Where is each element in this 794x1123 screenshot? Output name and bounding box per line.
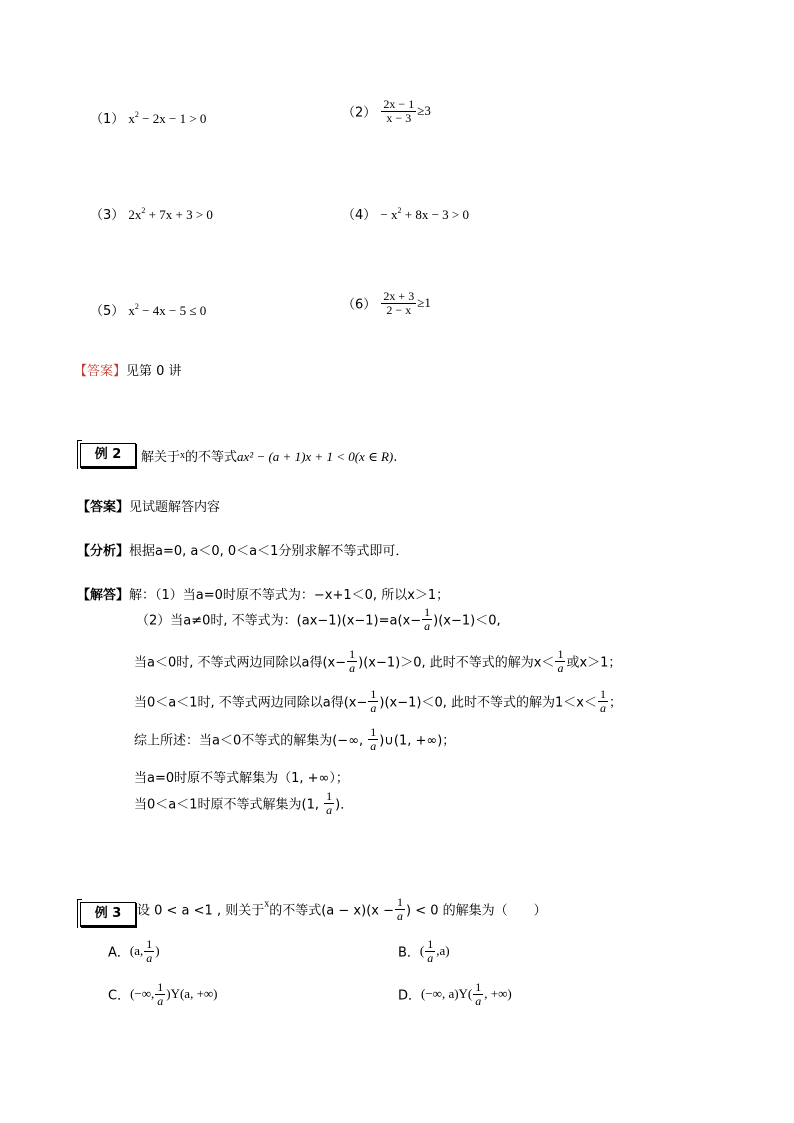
fraction-1-over-a: $\frac{1}{a}$ xyxy=(157,980,164,1008)
fraction-1-over-a: $\frac{1}{a}$ xyxy=(427,937,434,965)
fraction-1-over-a: $\frac{1}{a}$ xyxy=(424,605,431,633)
problem-1-expression: $x^2 - 2x - 1 > 0$ xyxy=(128,110,207,126)
example-2-solution-line-5: 综上所述：当a＜0不等式的解集为(−∞, $\frac{1}{a}$ )∪(1, +∞)； xyxy=(134,725,456,753)
example-2-solution-line-1: 【解答】解：（1）当a=0时原不等式为：−x+1＜0, 所以x＞1； xyxy=(77,588,450,603)
example-2-solution-line-6: 当a=0时原不等式解集为（1, +∞）； xyxy=(134,771,349,786)
fraction-1-over-a: $\frac{1}{a}$ xyxy=(370,725,377,753)
problem-6-fraction: $\frac{2x + 3}{2 - x}$ xyxy=(383,289,415,317)
example-3-question: 设 0 < a <1 , 则关于$^x$的不等式(a − x)(x − $\frac{1}{a}$ ) < 0 的解集为（ ） xyxy=(137,895,547,923)
option-a[interactable]: A．(a, $\frac{1}{a}$ ) xyxy=(108,937,160,965)
fraction-1-over-a: $\frac{1}{a}$ xyxy=(146,937,153,965)
fraction-1-over-a: $\frac{1}{a}$ xyxy=(397,895,403,923)
problem-3-expression: $2x^2 + 7x + 3 > 0$ xyxy=(128,206,213,222)
problem-4-expression: − $x^2 + 8x - 3 > 0$ xyxy=(380,206,470,222)
problem-5: （5） $x^2 - 4x - 5 \le 0$ xyxy=(90,302,207,319)
example-3-label: 例 3 xyxy=(80,902,136,927)
problem-2-fraction: $\frac{2x - 1}{x - 3}$ xyxy=(383,97,415,125)
fraction-1-over-a: $\frac{1}{a}$ xyxy=(326,789,333,817)
example-2-solution-line-7: 当0＜a＜1时原不等式解集为(1, $\frac{1}{a}$ )． xyxy=(134,789,354,817)
fraction-1-over-a: $\frac{1}{a}$ xyxy=(599,687,606,715)
problem-5-expression: $x^2 - 4x - 5 \le 0$ xyxy=(128,302,207,318)
fraction-1-over-a: $\frac{1}{a}$ xyxy=(475,980,482,1008)
answer-line-1: 【答案】见第 0 讲 xyxy=(74,364,182,379)
answer-tag: 【答案】 xyxy=(74,364,127,379)
option-d[interactable]: D．(−∞, a)Y( $\frac{1}{a}$ , +∞) xyxy=(398,980,512,1008)
problem-3: （3） $2x^2 + 7x + 3 > 0$ xyxy=(90,206,213,223)
example-2-solution-line-2: （2）当a≠0时, 不等式为：(ax−1)(x−1)=a(x− $\frac{1}{a}$ )(x−1)＜0, xyxy=(136,605,501,633)
fraction-1-over-a: $\frac{1}{a}$ xyxy=(349,647,356,675)
problem-6: （6） $\frac{2x + 3}{2 - x}$ ≥1 xyxy=(342,289,431,317)
example-2-label: 例 2 xyxy=(80,443,136,468)
problem-4: $(4) - x^2 + 8x - 3 > 0$ xyxy=(342,206,470,223)
option-b[interactable]: B．( $\frac{1}{a}$ ,a) xyxy=(398,937,450,965)
example-2-answer: 【答案】见试题解答内容 xyxy=(77,500,221,515)
fraction-1-over-a: $\frac{1}{a}$ xyxy=(370,687,377,715)
problem-1: （1） $x^2 - 2x - 1 > 0$ xyxy=(90,110,207,127)
option-c[interactable]: C．(−∞, $\frac{1}{a}$ )Y(a, +∞) xyxy=(108,980,218,1008)
fraction-1-over-a: $\frac{1}{a}$ xyxy=(557,647,564,675)
example-2-solution-line-4: 当0＜a＜1时, 不等式两边同除以a得(x− $\frac{1}{a}$ )(x−1)＜0, 此时不等式的解为1＜x＜ $\frac{1}{a}$ ； xyxy=(134,687,622,715)
example-2-analysis: 【分析】根据a=0, a＜0, 0＜a＜1分别求解不等式即可． xyxy=(77,544,409,559)
example-2-solution-line-3: 当a＜0时, 不等式两边同除以a得(x− $\frac{1}{a}$ )(x−1)＞0, 此时不等式的解为x＜ $\frac{1}{a}$ 或x＞1； xyxy=(134,647,622,675)
problem-2: （2） $\frac{2x - 1}{x - 3}$ ≥3 xyxy=(342,97,431,125)
example-2-question: 解关于$^x$的不等式ax² − (a + 1)x + 1 < 0(x ∈ R). xyxy=(141,449,398,465)
